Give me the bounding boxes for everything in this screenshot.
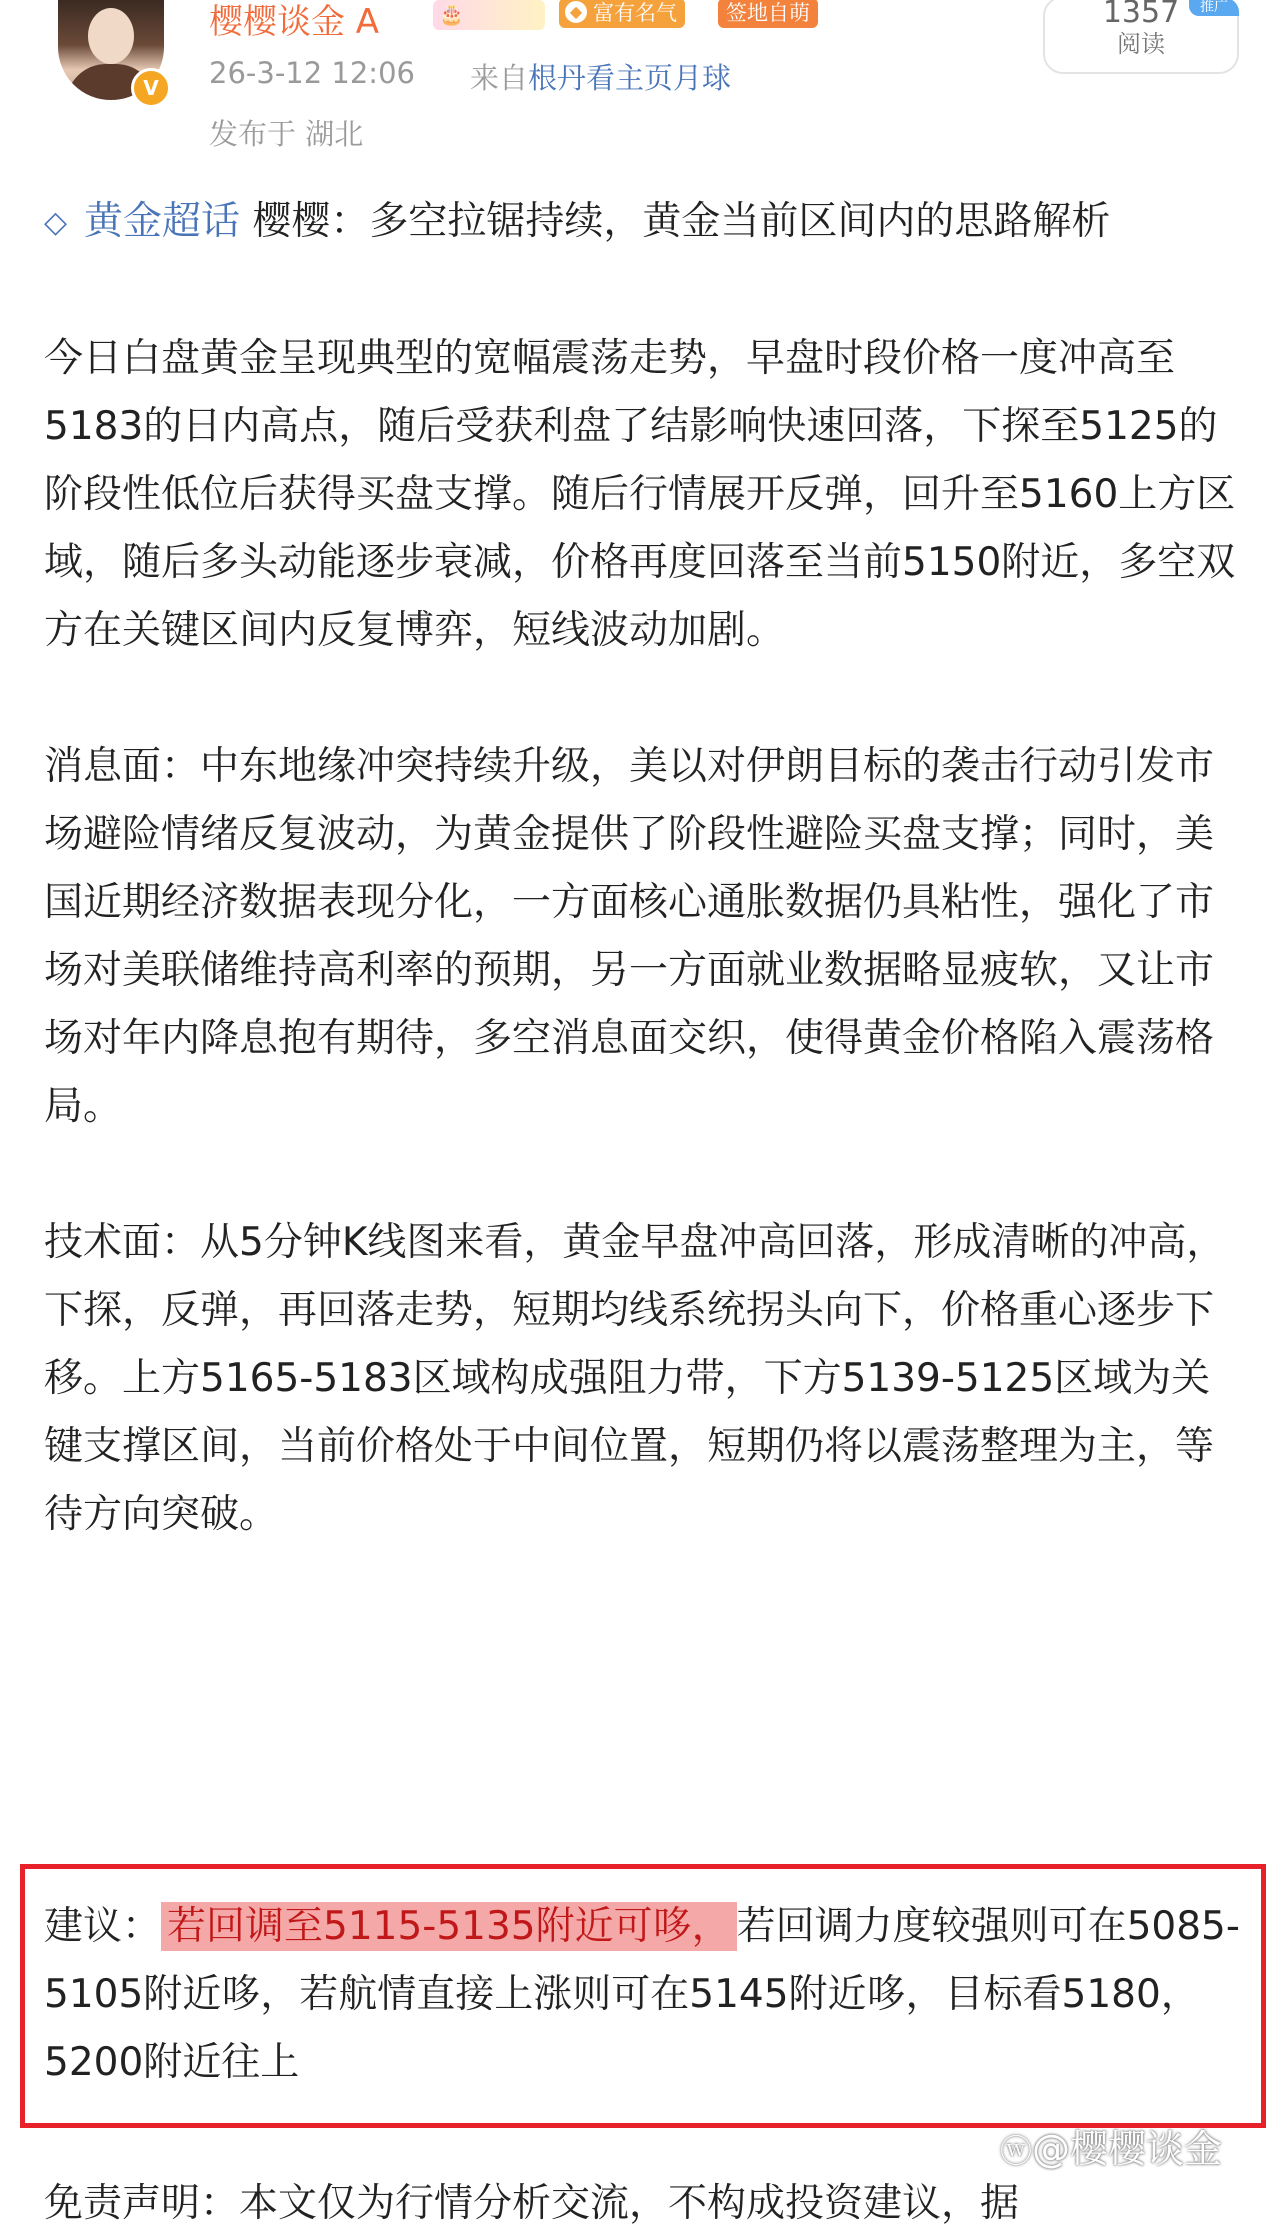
watermark-text: @樱樱谈金	[1032, 2127, 1223, 2171]
verified-icon: V	[131, 68, 171, 108]
post-location: 发布于 湖北	[209, 117, 364, 151]
post-title-text: 樱樱：多空拉锯持续，黄金当前区间内的思路解析	[252, 199, 1111, 244]
topic-diamond-icon: ◇	[44, 205, 68, 240]
watermark	[1000, 2118, 1222, 2173]
checkin-badge: 签地自萌	[718, 0, 818, 28]
diamond-icon: ◆	[565, 1, 587, 23]
disclaimer-text: 免责声明：本文仅为行情分析交流，不构成投资建议，据	[44, 2181, 1020, 2226]
author-name[interactable]: 樱樱谈金 A	[209, 2, 380, 42]
post-source	[470, 56, 731, 97]
source-link[interactable]: 根丹看主页月球	[528, 61, 732, 95]
post-body	[44, 188, 1244, 1549]
post-header	[0, 0, 1280, 160]
advice-label: 建议：	[44, 1904, 162, 1949]
paragraph-market: 今日白盘黄金呈现典型的宽幅震荡走势，早盘时段价格一度冲高至5183的日内高点，随后受获利盘了结影响快速回落，下探至5125的阶段性低位后获得买盘支撑。随后行情展开反弹，回升至5160上方区域，随后多头动能逐步衰减，价格再度回落至当前5150附近，多空双方在关键区间内反复博弈，短线波动加剧。	[44, 336, 1236, 653]
paragraph-news: 消息面：中东地缘冲突持续升级，美以对伊朗目标的袭击行动引发市场避险情绪反复波动，为黄金提供了阶段性避险买盘支撑；同时，美国近期经济数据表现分化，一方面核心通胀数据仍具粘性，强化了市场对美联储维持高利率的预期，另一方面就业数据略显疲软，又让市场对年内降息抱有期待，多空消息面交织，使得黄金价格陷入震荡格局。	[44, 744, 1215, 1129]
topic-link[interactable]: 黄金超话	[84, 199, 241, 244]
fame-badge	[559, 0, 685, 28]
push-tag: 推广	[1189, 0, 1239, 16]
fame-badge-label: 富有名气	[593, 1, 677, 25]
avatar-face	[88, 8, 134, 64]
post-title	[44, 188, 1244, 257]
paragraph-technical: 技术面：从5分钟K线图来看，黄金早盘冲高回落，形成清晰的冲高，下探，反弹，再回落走势，短期均线系统拐头向下，价格重心逐步下移。上方5165-5183区域构成强阻力带，下方5139-5125区域为关键支撑区间，当前价格处于中间位置，短期仍将以震荡整理为主，等待方向突破。	[44, 1220, 1226, 1537]
read-label: 阅读	[1117, 30, 1165, 58]
source-prefix: 来自	[470, 61, 529, 95]
advice-paragraph	[44, 1893, 1244, 2097]
cake-badge-icon: 🎂	[433, 0, 545, 30]
advice-rest: 若回调力度较强则可在5085-5105附近哆，若航情直接上涨则可在5145附近哆，目标看5180，5200附近往上	[44, 1904, 1240, 2085]
post-time: 26-3-12 12:06	[209, 56, 415, 90]
weibo-logo-icon: ⓦ	[1000, 2132, 1033, 2170]
read-count: 1357	[1102, 0, 1180, 30]
read-count-box[interactable]	[1043, 0, 1239, 74]
advice-highlight: 若回调至5115-5135附近可哆，	[161, 1902, 737, 1951]
